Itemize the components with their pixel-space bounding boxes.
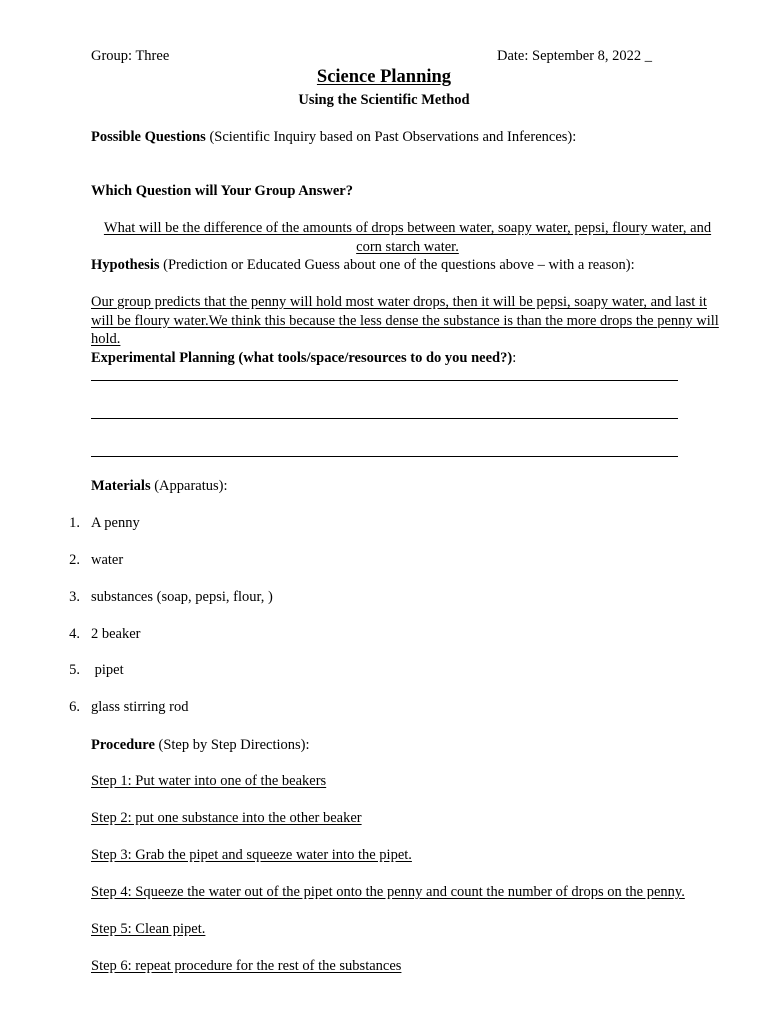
materials-label: Materials [91, 478, 151, 494]
list-item-number: 3. [69, 589, 80, 605]
possible-questions-text: (Scientific Inquiry based on Past Observations and Inferences): [205, 129, 577, 145]
which-question-label: Which Question will Your Group Answer? [91, 183, 353, 199]
procedure-label: Procedure [91, 737, 155, 753]
experimental-planning-line [91, 349, 516, 367]
hypothesis-label: Hypothesis [91, 257, 160, 273]
materials-line [91, 477, 228, 495]
hypothesis-line [91, 256, 635, 274]
answer-blank-line [91, 418, 678, 419]
procedure-step: Step 2: put one substance into the other beaker [91, 810, 362, 826]
list-item-number: 1. [69, 515, 80, 531]
procedure-step: Step 1: Put water into one of the beakers [91, 773, 327, 789]
list-item-number: 6. [69, 699, 80, 715]
list-item: water [91, 552, 124, 568]
hypothesis-text: (Prediction or Educated Guess about one of the questions above – with a reason): [159, 257, 635, 273]
page-title: Science Planning [316, 67, 452, 87]
answer-blank-line [91, 380, 678, 381]
which-question-answer: What will be the difference of the amounts of drops between water, soapy water, pepsi, floury water, and corn starch water. [103, 220, 712, 255]
list-item: A penny [91, 515, 140, 531]
list-item-number: 4. [69, 626, 80, 642]
answer-blank-line [91, 456, 678, 457]
procedure-step: Step 4: Squeeze the water out of the pipet onto the penny and count the number of drops on the penny. [91, 884, 685, 900]
page-subtitle: Using the Scientific Method [298, 92, 470, 108]
group-label: Group: Three [91, 48, 170, 64]
list-item: substances (soap, pepsi, flour, ) [91, 589, 273, 605]
experimental-planning-label: Experimental Planning (what tools/space/resources to do you need?) [91, 350, 513, 366]
procedure-step: Step 3: Grab the pipet and squeeze water into the pipet. [91, 847, 412, 863]
procedure-line [91, 736, 310, 754]
procedure-step: Step 6: repeat procedure for the rest of the substances [91, 958, 402, 974]
list-item: 2 beaker [91, 626, 141, 642]
experimental-planning-suffix: : [512, 350, 517, 366]
hypothesis-answer: Our group predicts that the penny will hold most water drops, then it will be pepsi, soapy water, and last it will be floury water.We think this because the less dense the substance is than the more drops the penny will hold. [91, 294, 719, 347]
list-item-number: 5. [69, 662, 80, 678]
list-item: pipet [91, 662, 124, 678]
possible-questions-line [91, 128, 576, 146]
materials-text: (Apparatus): [150, 478, 228, 494]
list-item: glass stirring rod [91, 699, 189, 715]
possible-questions-label: Possible Questions [91, 129, 206, 145]
procedure-step: Step 5: Clean pipet. [91, 921, 206, 937]
date-label: Date: September 8, 2022 _ [497, 48, 653, 64]
procedure-text: (Step by Step Directions): [154, 737, 310, 753]
list-item-number: 2. [69, 552, 80, 568]
